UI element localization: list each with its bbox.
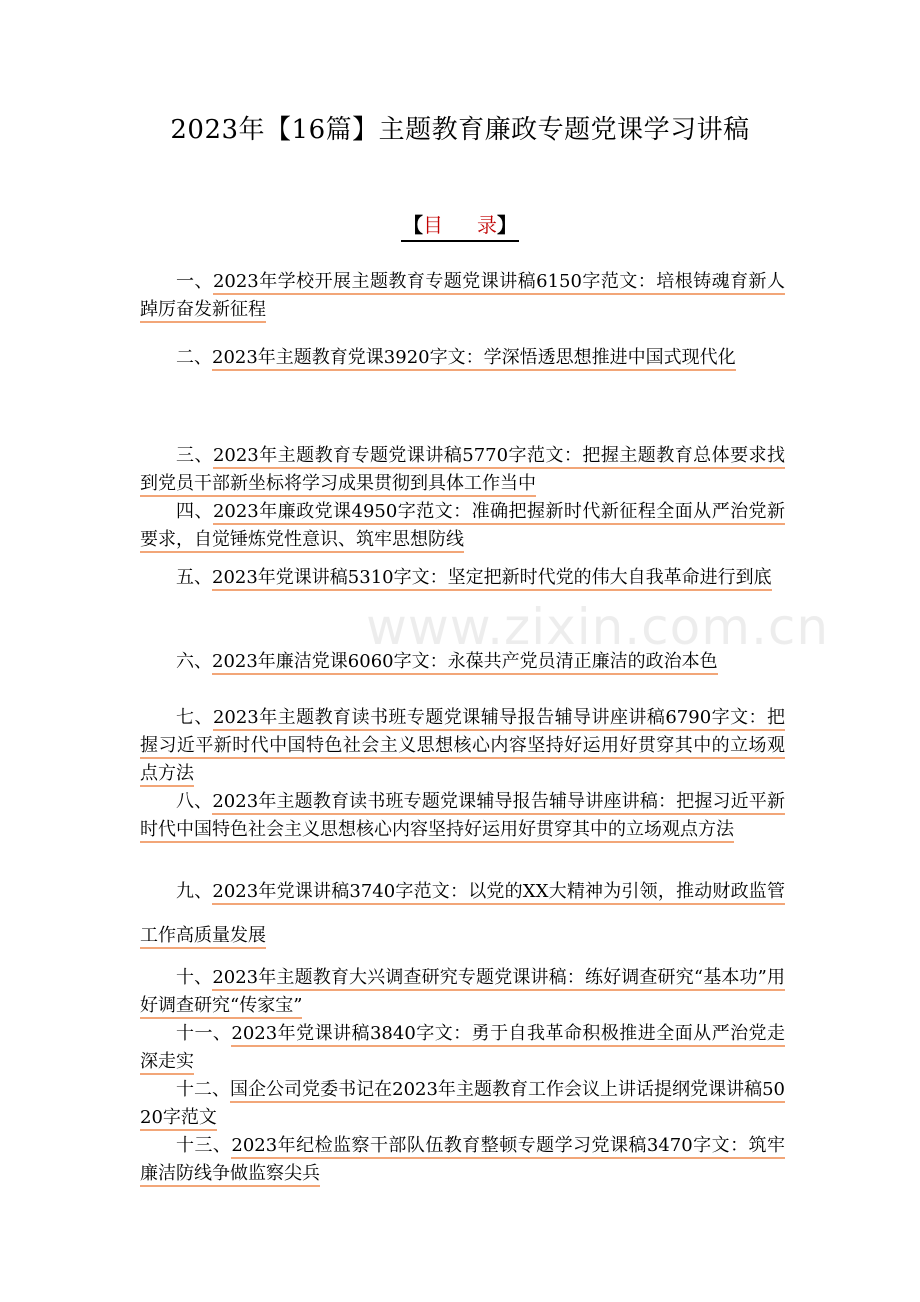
toc-entry-1[interactable] (140, 268, 785, 324)
toc-entry-number: 十三、 (176, 1135, 232, 1156)
toc-entry-4[interactable] (140, 498, 785, 554)
toc-bracket-open: 【 (403, 213, 423, 237)
toc-word-mu: 目 (423, 213, 443, 237)
toc-entry-link[interactable]: 2023年学校开展主题教育专题党课讲稿6150字范文：培根铸魂育新人踔厉奋发新征程 (140, 271, 785, 323)
toc-entry-link[interactable]: 2023年党课讲稿3840字文：勇于自我革命积极推进全面从严治党走深走实 (140, 1023, 785, 1075)
toc-entry-3[interactable] (140, 442, 785, 498)
toc-entry-number: 二、 (176, 347, 212, 368)
toc-entry-number: 五、 (176, 567, 212, 588)
toc-entry-number: 三、 (176, 445, 213, 466)
toc-entry-link[interactable]: 2023年主题教育读书班专题党课辅导报告辅导讲座讲稿6790字文：把握习近平新时代中国特色社会主义思想核心内容坚持好运用好贯穿其中的立场观点方法 (140, 707, 785, 787)
toc-entry-link[interactable]: 2023年党课讲稿3740字范文：以党的XX大精神为引领，推动财政监管工作高质量发展 (140, 881, 785, 949)
toc-entry-12[interactable] (140, 1076, 785, 1132)
toc-entry-link[interactable]: 2023年主题教育大兴调查研究专题党课讲稿：练好调查研究“基本功”用好调查研究“传家宝” (140, 967, 785, 1019)
toc-entry-link[interactable]: 2023年主题教育专题党课讲稿5770字范文：把握主题教育总体要求找到党员干部新坐标将学习成果贯彻到具体工作当中 (140, 445, 785, 497)
toc-entry-13[interactable] (140, 1132, 785, 1188)
toc-entry-number: 四、 (176, 501, 213, 522)
toc-bracket-close: 】 (497, 213, 517, 237)
toc-entry-11[interactable] (140, 1020, 785, 1076)
toc-entry-number: 十二、 (176, 1079, 231, 1100)
toc-entry-8[interactable] (140, 788, 785, 844)
toc-entry-number: 六、 (176, 651, 212, 672)
toc-entry-10[interactable] (140, 964, 785, 1020)
toc-word-lu: 录 (477, 213, 497, 237)
toc-entry-link[interactable]: 2023年主题教育党课3920字文：学深悟透思想推进中国式现代化 (212, 347, 736, 371)
toc-entry-link[interactable]: 2023年廉政党课4950字范文：准确把握新时代新征程全面从严治党新要求，自觉锤炼党性意识、筑牢思想防线 (140, 501, 785, 553)
toc-entry-link[interactable]: 2023年主题教育读书班专题党课辅导报告辅导讲座讲稿：把握习近平新时代中国特色社会主义思想核心内容坚持好运用好贯穿其中的立场观点方法 (140, 791, 785, 843)
toc-entry-6[interactable] (140, 648, 785, 676)
toc-entry-number: 十一、 (176, 1023, 232, 1044)
toc-entry-2[interactable] (140, 336, 785, 380)
watermark: www.zixin.com.cn (366, 598, 830, 656)
toc-heading-underline (401, 210, 519, 242)
toc-entry-9[interactable] (140, 870, 785, 958)
toc-entry-number: 一、 (176, 271, 213, 292)
toc-entry-number: 八、 (176, 791, 213, 812)
toc-entry-link[interactable]: 2023年廉洁党课6060字文：永葆共产党员清正廉洁的政治本色 (212, 651, 718, 675)
toc-entry-number: 九、 (176, 881, 213, 902)
toc-entry-link[interactable]: 2023年党课讲稿5310字文：坚定把新时代党的伟大自我革命进行到底 (212, 567, 772, 591)
toc-entry-link[interactable]: 2023年纪检监察干部队伍教育整顿专题学习党课稿3470字文：筑牢廉洁防线争做监察尖兵 (140, 1135, 785, 1187)
toc-heading (0, 210, 920, 242)
toc-entry-number: 十、 (176, 967, 213, 988)
document-title: 2023年【16篇】主题教育廉政专题党课学习讲稿 (170, 115, 750, 145)
toc-entry-7[interactable] (140, 704, 785, 788)
toc-entry-number: 七、 (176, 707, 213, 728)
toc-entry-5[interactable] (140, 556, 785, 600)
toc-entry-link[interactable]: 国企公司党委书记在2023年主题教育工作会议上讲话提纲党课讲稿5020字范文 (140, 1079, 785, 1131)
